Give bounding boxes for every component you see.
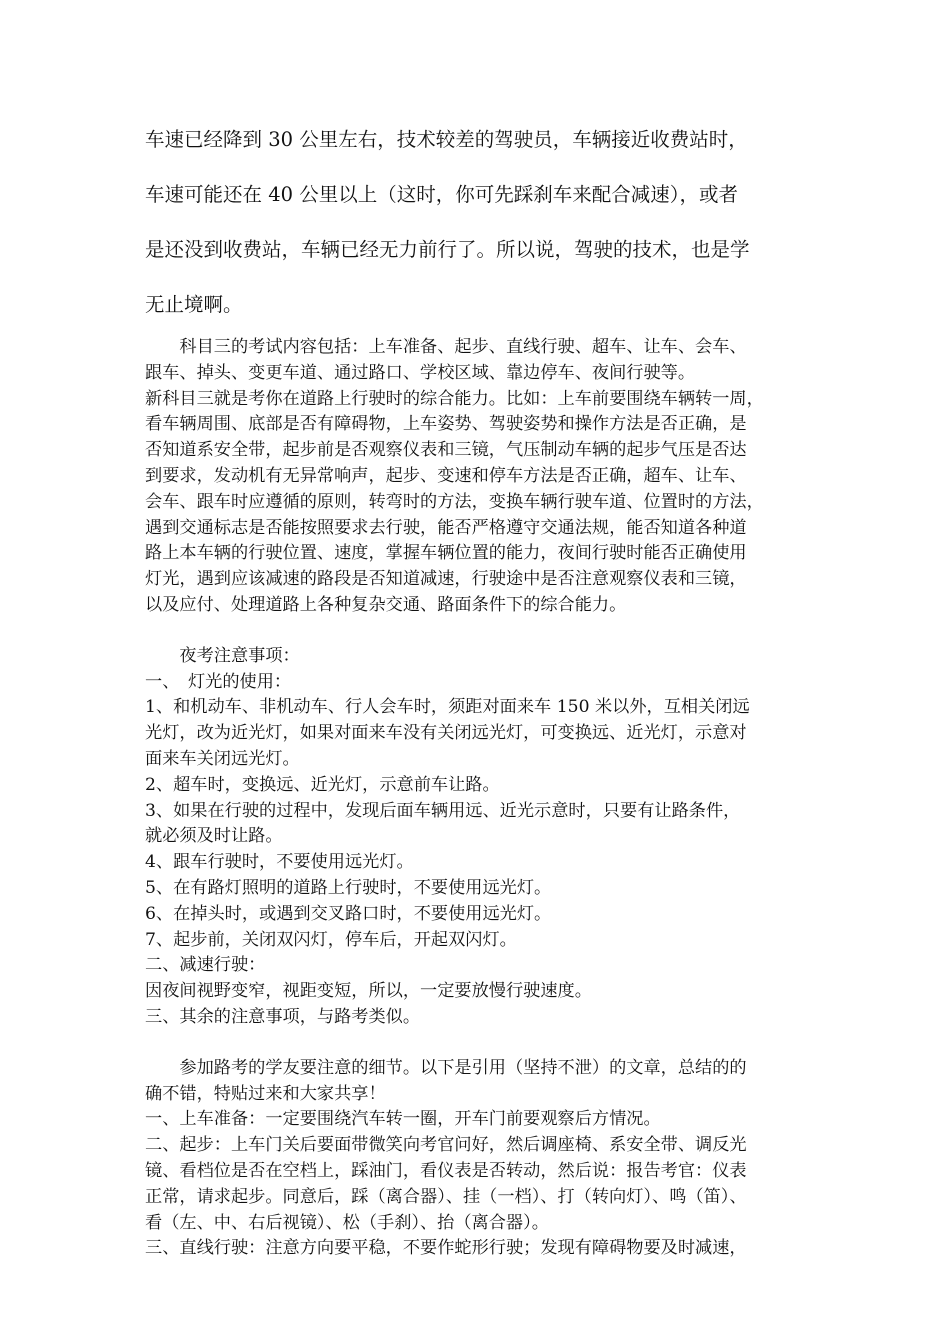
text-line: 看车辆周围、底部是否有障碍物，上车姿势、驾驶姿势和操作方法是否正确，是 [145,414,747,435]
document-body [145,335,810,1262]
text-line: 面来车关闭远光灯。 [145,748,300,769]
text-line: 正常，请求起步。同意后，踩（离合器）、挂（一档）、打（转向灯）、鸣（笛）、 [145,1186,747,1207]
text-line: 路上本车辆的行驶位置、速度，掌握车辆位置的能力，夜间行驶时能否正确使用 [145,543,747,564]
text-line: 三、其余的注意事项，与路考类似。 [145,1006,421,1027]
text-line: 车速已经降到 30 公里左右，技术较差的驾驶员，车辆接近收费站时， [145,128,748,151]
text-line: 因夜间视野变窄，视距变短，所以，一定要放慢行驶速度。 [145,981,592,1002]
text-line: 参加路考的学友要注意的细节。以下是引用（坚持不泄）的文章，总结的的 [145,1057,747,1078]
text-line: 以及应付、处理道路上各种复杂交通、路面条件下的综合能力。 [145,594,627,615]
text-line: 镜、看档位是否在空档上，踩油门，看仪表是否转动，然后说：报告考官：仪表 [145,1160,747,1181]
intro-paragraph [145,112,810,332]
text-line: 一、上车准备：一定要围绕汽车转一圈，开车门前要观察后方情况。 [145,1109,661,1130]
paragraph-gap [145,1031,810,1056]
text-line: 夜考注意事项： [145,645,300,666]
text-line: 5、在有路灯照明的道路上行驶时，不要使用远光灯。 [145,877,552,898]
text-line: 4、跟车行驶时，不要使用远光灯。 [145,852,414,873]
text-line: 遇到交通标志是否能按照要求去行驶，能否严格遵守交通法规，能否知道各种道 [145,517,747,538]
paragraph-gap [145,619,810,644]
text-line: 车速可能还在 40 公里以上（这时，你可先踩刹车来配合减速），或者 [145,183,738,206]
text-line: 光灯，改为近光灯，如果对面来车没有关闭远光灯，可变换远、近光灯，示意对 [145,723,747,744]
text-line: 1、和机动车、非机动车、行人会车时，须距对面来车 150 米以外，互相关闭远 [145,697,750,718]
text-line: 三、直线行驶：注意方向要平稳，不要作蛇形行驶；发现有障碍物要及时减速， [145,1238,747,1259]
text-line: 会车、跟车时应遵循的原则，转弯时的方法，变换车辆行驶车道、位置时的方法， [145,491,764,512]
text-line: 确不错，特贴过来和大家共享！ [145,1083,386,1104]
text-line: 科目三的考试内容包括：上车准备、起步、直线行驶、超车、让车、会车、 [145,337,747,357]
text-line: 一、 灯光的使用： [145,671,292,692]
text-line: 2、超车时，变换远、近光灯，示意前车让路。 [145,774,500,795]
text-line: 否知道系安全带，起步前是否观察仪表和三镜，气压制动车辆的起步气压是否达 [145,440,747,461]
text-line: 3、如果在行驶的过程中，发现后面车辆用远、近光示意时，只要有让路条件， [145,800,741,821]
text-line: 跟车、掉头、变更车道、通过路口、学校区域、靠边停车、夜间行驶等。 [145,362,696,383]
text-line: 二、起步：上车门关后要面带微笑向考官问好，然后调座椅、系安全带、调反光 [145,1135,747,1156]
text-line: 灯光，遇到应该减速的路段是否知道减速，行驶途中是否注意观察仪表和三镜， [145,569,747,590]
text-line: 7、起步前，关闭双闪灯，停车后，开起双闪灯。 [145,929,517,950]
text-line: 无止境啊。 [145,293,243,316]
text-line: 就必须及时让路。 [145,826,283,847]
text-line: 是还没到收费站，车辆已经无力前行了。所以说，驾驶的技术，也是学 [145,238,750,261]
text-line: 到要求，发动机有无异常响声，起步、变速和停车方法是否正确，超车、让车、 [145,465,747,486]
text-line: 新科目三就是考你在道路上行驶时的综合能力。比如：上车前要围绕车辆转一周， [145,388,764,409]
text-line: 看（左、中、右后视镜）、松（手刹）、抬（离合器）。 [145,1212,549,1233]
text-line: 二、减速行驶： [145,955,266,976]
text-line: 6、在掉头时，或遇到交叉路口时，不要使用远光灯。 [145,903,552,924]
